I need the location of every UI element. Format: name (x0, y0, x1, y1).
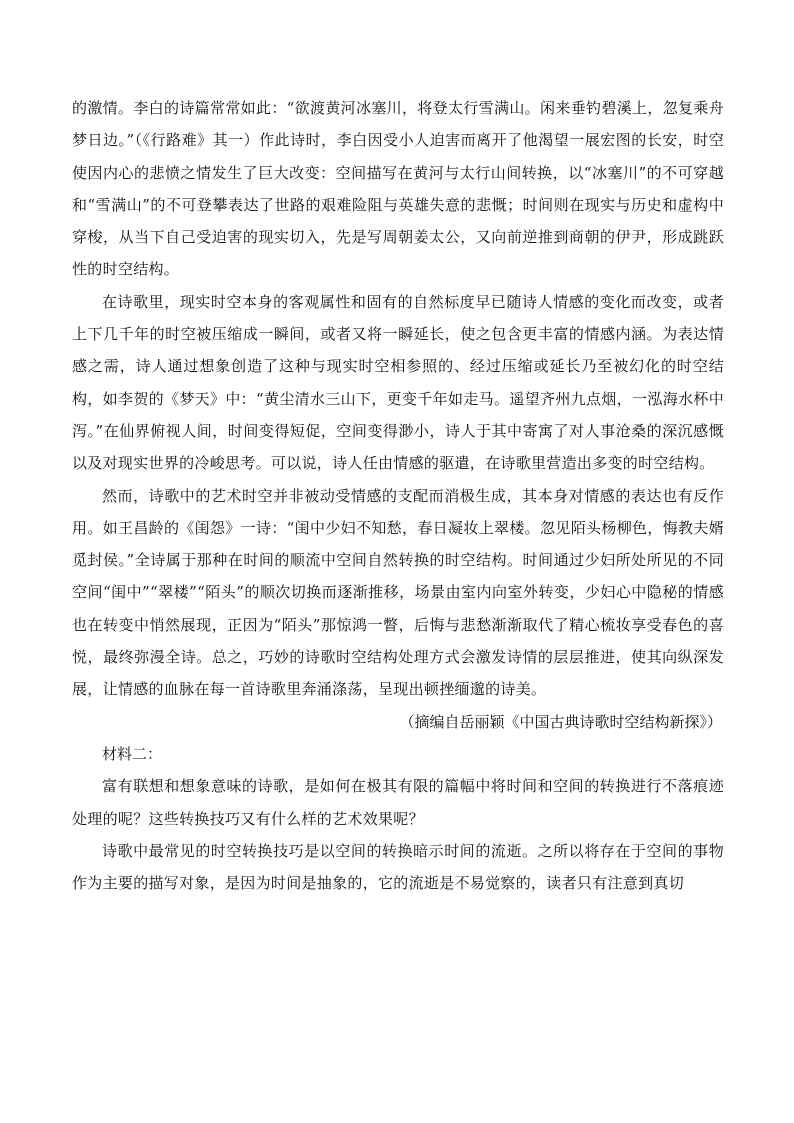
paragraph-technique: 诗歌中最常见的时空转换技巧是以空间的转换暗示时间的流逝。之所以将存在于空间的事物作为主要的描写对象，是因为时间是抽象的，它的流逝是不易觉察的，读者只有注意到真切 (72, 841, 724, 893)
paragraph-question: 富有联想和想象意味的诗歌，是如何在极其有限的篇幅中将时间和空间的转换进行不落痕迹处理的呢？这些转换技巧又有什么样的艺术效果呢？ (72, 777, 724, 828)
paragraph-wang-changling: 然而，诗歌中的艺术时空并非被动受情感的支配而消极生成，其本身对情感的表达也有反作用。如王昌龄的《闺怨》一诗：“闺中少妇不知愁，春日凝妆上翠楼。忽见陌头杨柳色，悔教夫婿觅封侯。”全诗属于那种在时间的顺流中空间自然转换的时空结构。时间通过少妇所处所见的不同空间“闺中”“翠楼”“陌头”的顺次切换而逐渐推移，场景由室内向室外转变，少妇心中隐秘的情感也在转变中悄然展现，正因为“陌头”那惊鸿一瞥，后悔与悲愁渐渐取代了精心梳妆享受春色的喜悦，最终弥漫全诗。总之，巧妙的诗歌时空结构处理方式会激发诗情的层层推进，使其向纵深发展，让情感的血脉在每一首诗歌里奔涌涤荡，呈现出顿挫缅邈的诗美。 (72, 486, 724, 699)
paragraph-li-he: 在诗歌里，现实时空本身的客观属性和固有的自然标度早已随诗人情感的变化而改变，或者上下几千年的时空被压缩成一瞬间，或者又将一瞬延长，使之包含更丰富的情感内涵。为表达情感之需，诗人通过想象创造了这种与现实时空相参照的、经过压缩或延长乃至被幻化的时空结构，如李贺的《梦天》中：“黄尘清水三山下，更变千年如走马。遥望齐州九点烟，一泓海水杯中泻。”在仙界俯视人间，时间变得短促，空间变得渺小，诗人于其中寄寓了对人事沧桑的深沉感慨以及对现实世界的冷峻思考。可以说，诗人任由情感的驱遣，在诗歌里营造出多变的时空结构。 (72, 292, 724, 473)
document-page (72, 92, 724, 899)
paragraph-li-bai: 的激情。李白的诗篇常常如此：“欲渡黄河冰塞川，将登太行雪满山。闲来垂钓碧溪上，忽复乘舟梦日边。”（《行路难》其一）作此诗时，李白因受小人迫害而离开了他渴望一展宏图的长安，时空使因内心的悲愤之情发生了巨大改变：空间描写在黄河与太行山间转换，以“冰塞川”的不可穿越和“雪满山”的不可登攀表达了世路的艰难险阻与英雄失意的悲慨；时间则在现实与历史和虚构中穿梭，从当下自己受迫害的现实切入，先是写周朝姜太公，又向前逆推到商朝的伊尹，形成跳跃性的时空结构。 (72, 99, 724, 279)
source-citation: （摘编自岳丽颖《中国古典诗歌时空结构新探》） (399, 712, 722, 731)
material-two-heading: 材料二： (102, 744, 163, 763)
